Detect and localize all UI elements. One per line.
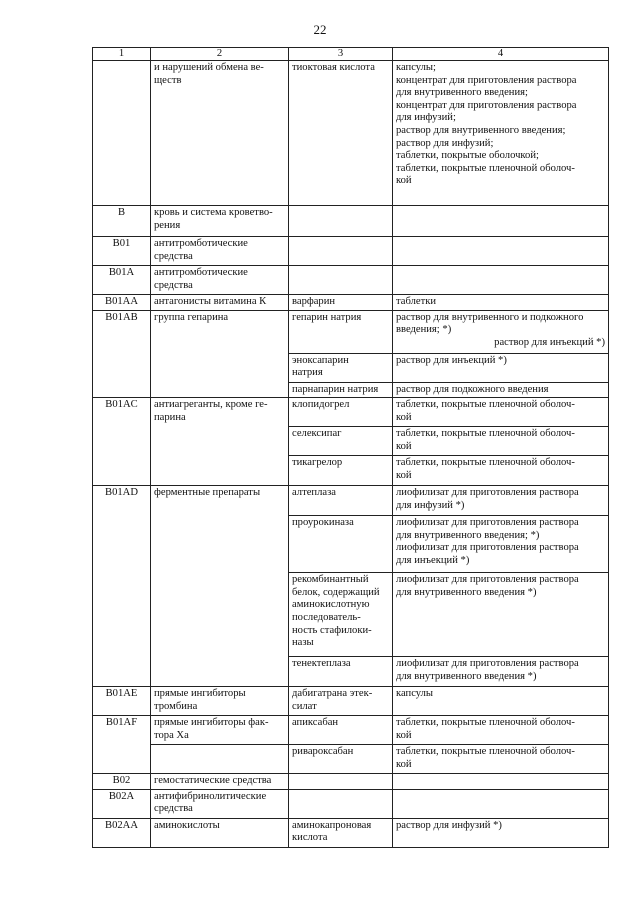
table-row [93,687,609,716]
atc-code-cell: B [93,206,151,237]
line: лиофилизат для приготовления раствора [396,658,579,670]
line: селексипаг [292,428,342,440]
line: антифибринолитические [154,790,267,802]
line: гепарин натрия [292,311,362,323]
line: раствор для подкожного введения [396,383,549,395]
dosage-form-cell [393,516,609,573]
line: лиофилизат для приготовления раствора [396,542,579,554]
line: белок, содержащий [292,586,380,598]
drug-name-cell [289,789,393,818]
line: назы [292,637,314,649]
line: и нарушений обмена ве- [154,62,264,73]
drug-name-cell [289,573,393,657]
line: тенектеплаза [292,658,351,670]
drug-name-cell [289,687,393,716]
line: последователь- [292,611,361,623]
line: кой [396,469,412,481]
line: тикагрелор [292,457,343,469]
line: раствор для внутривенного введения; [396,124,566,136]
atc-code-cell: B01AF [93,716,151,774]
line: прямые ингибиторы фак- [154,717,269,729]
drug-name-cell [289,382,393,398]
header-col-3: 3 [289,48,393,61]
table-row [93,818,609,847]
group-name-cell [151,295,289,311]
table-row [93,310,609,353]
atc-code-cell: B02 [93,774,151,790]
line: парина [154,411,186,423]
drug-name-cell [289,745,393,774]
dosage-form-cell [393,573,609,657]
line: раствор для инфузий *) [396,819,502,831]
table-row [93,266,609,295]
table-row [93,716,609,745]
atc-code-cell: B01AB [93,310,151,398]
dosage-form-cell [393,61,609,206]
drug-name-cell [289,818,393,847]
page-number: 22 [313,22,327,37]
line: кой [396,411,412,423]
table-row [93,398,609,427]
line: раствор для инфузий; [396,137,494,149]
line: для инфузий; [396,112,456,124]
line: кой [396,440,412,452]
group-name-cell [151,687,289,716]
line: гемостатические средства [154,775,272,787]
dosage-form-cell [393,687,609,716]
drug-name-cell [289,206,393,237]
line: таблетки, покрытые пленочной оболоч- [396,162,575,174]
table-row [93,789,609,818]
atc-code-cell: B01 [93,237,151,266]
dosage-form-cell [393,818,609,847]
dosage-form-cell [393,206,609,237]
line: кой [396,758,412,770]
line: антитромботические [154,267,248,278]
line: ность стафилоки- [292,624,372,636]
header-col-4: 4 [393,48,609,61]
line: парнапарин натрия [292,383,379,395]
group-name-cell [151,237,289,266]
dosage-form-cell [393,237,609,266]
line: алтеплаза [292,487,336,499]
atc-code-cell [93,61,151,206]
atc-code-cell: B01AD [93,486,151,687]
group-name-cell [151,266,289,295]
table-row [93,774,609,790]
line: для внутривенного введения *) [396,586,537,598]
line: тора Ха [154,729,189,741]
line: апиксабан [292,717,339,729]
atc-code-cell: B02A [93,789,151,818]
line: таблетки, покрытые пленочной оболоч- [396,428,575,440]
group-name-cell [151,398,289,486]
atc-code-cell: B01AA [93,295,151,311]
table-row [93,237,609,266]
drug-name-cell [289,353,393,382]
line: для внутривенного введения; *) [396,529,540,541]
line: концентрат для приготовления раствора [396,99,577,111]
line: для инфузий *) [396,499,465,511]
drug-name-cell [289,486,393,516]
line: тиоктовая кислота [292,62,375,73]
line: ществ [154,74,182,86]
drug-name-cell [289,266,393,295]
line: раствор для инъекций *) [396,354,507,366]
line: средства [154,250,193,262]
line: варфарин [292,296,336,307]
dosage-form-cell [393,353,609,382]
drug-name-cell [289,237,393,266]
group-name-cell [151,745,289,774]
dosage-form-cell [393,774,609,790]
line: ферментные препараты [154,487,261,499]
dosage-form-cell [393,295,609,311]
group-name-cell [151,486,289,687]
line: раствор для инъекций *) [494,336,605,348]
line: кровь и система кроветво- [154,207,273,218]
dosage-form-cell [393,310,609,353]
group-name-cell [151,61,289,206]
drug-table [92,47,609,848]
drug-name-cell [289,657,393,687]
group-name-cell [151,310,289,398]
line: таблетки, покрытые пленочной оболоч- [396,746,575,758]
line: кой [396,729,412,741]
group-name-cell [151,774,289,790]
dosage-form-cell [393,745,609,774]
table-row [93,295,609,311]
dosage-form-cell [393,266,609,295]
drug-name-cell [289,295,393,311]
line: натрия [292,367,323,379]
line: тромбина [154,700,198,712]
table-row [93,206,609,237]
line: группа гепарина [154,311,229,323]
line: антагонисты витамина К [154,296,267,307]
dosage-form-cell [393,382,609,398]
line: для внутривенного введения; [396,87,528,99]
line: капсулы; [396,62,436,73]
header-col-2: 2 [151,48,289,61]
line: таблетки, покрытые оболочкой; [396,150,539,162]
line: лиофилизат для приготовления раствора [396,487,579,499]
line: силат [292,700,317,712]
table-row [93,745,609,774]
line: раствор для внутривенного и подкожного [396,311,584,323]
line: введения; *) [396,324,452,336]
atc-code-cell: B01AE [93,687,151,716]
table-row [93,61,609,206]
line: аминокапроновая [292,819,372,831]
line: таблетки, покрытые пленочной оболоч- [396,717,575,729]
group-name-cell [151,789,289,818]
line: для инъекций *) [396,554,470,566]
line: антитромботические [154,238,248,249]
table-header-row [93,48,609,61]
header-col-1: 1 [93,48,151,61]
dosage-form-cell [393,427,609,456]
drug-name-cell [289,774,393,790]
line: рения [154,219,181,231]
line: кислота [292,832,328,844]
dosage-form-cell [393,456,609,486]
drug-name-cell [289,61,393,206]
dosage-form-cell [393,398,609,427]
drug-name-cell [289,716,393,745]
drug-name-cell [289,310,393,353]
drug-name-cell [289,398,393,427]
line: таблетки, покрытые пленочной оболоч- [396,457,575,469]
line: для внутривенного введения *) [396,670,537,682]
atc-code-cell: B01A [93,266,151,295]
drug-name-cell [289,456,393,486]
line: лиофилизат для приготовления раствора [396,574,579,586]
line: кой [396,175,412,187]
dosage-form-cell [393,716,609,745]
table-row [93,486,609,516]
dosage-form-cell [393,789,609,818]
line: дабигатрана этек- [292,688,373,700]
line: антиагреганты, кроме ге- [154,399,268,411]
line: аминокислотную [292,599,370,611]
group-name-cell [151,206,289,237]
dosage-form-cell [393,657,609,687]
drug-name-cell [289,516,393,573]
line: средства [154,803,193,815]
line: концентрат для приготовления раствора [396,74,577,86]
line: лиофилизат для приготовления раствора [396,517,579,529]
line: прямые ингибиторы [154,688,246,700]
line: таблетки [396,296,437,307]
group-name-cell [151,818,289,847]
group-name-cell [151,716,289,745]
line: ривароксабан [292,746,354,758]
line: эноксапарин [292,354,349,366]
line: клопидогрел [292,399,350,411]
dosage-form-cell [393,486,609,516]
line: рекомбинантный [292,574,369,586]
line: средства [154,279,193,291]
line: проурокиназа [292,517,354,529]
line: аминокислоты [154,819,220,831]
drug-name-cell [289,427,393,456]
atc-code-cell: B01AC [93,398,151,486]
atc-code-cell: B02AA [93,818,151,847]
line: таблетки, покрытые пленочной оболоч- [396,399,575,411]
line: капсулы [396,688,434,700]
